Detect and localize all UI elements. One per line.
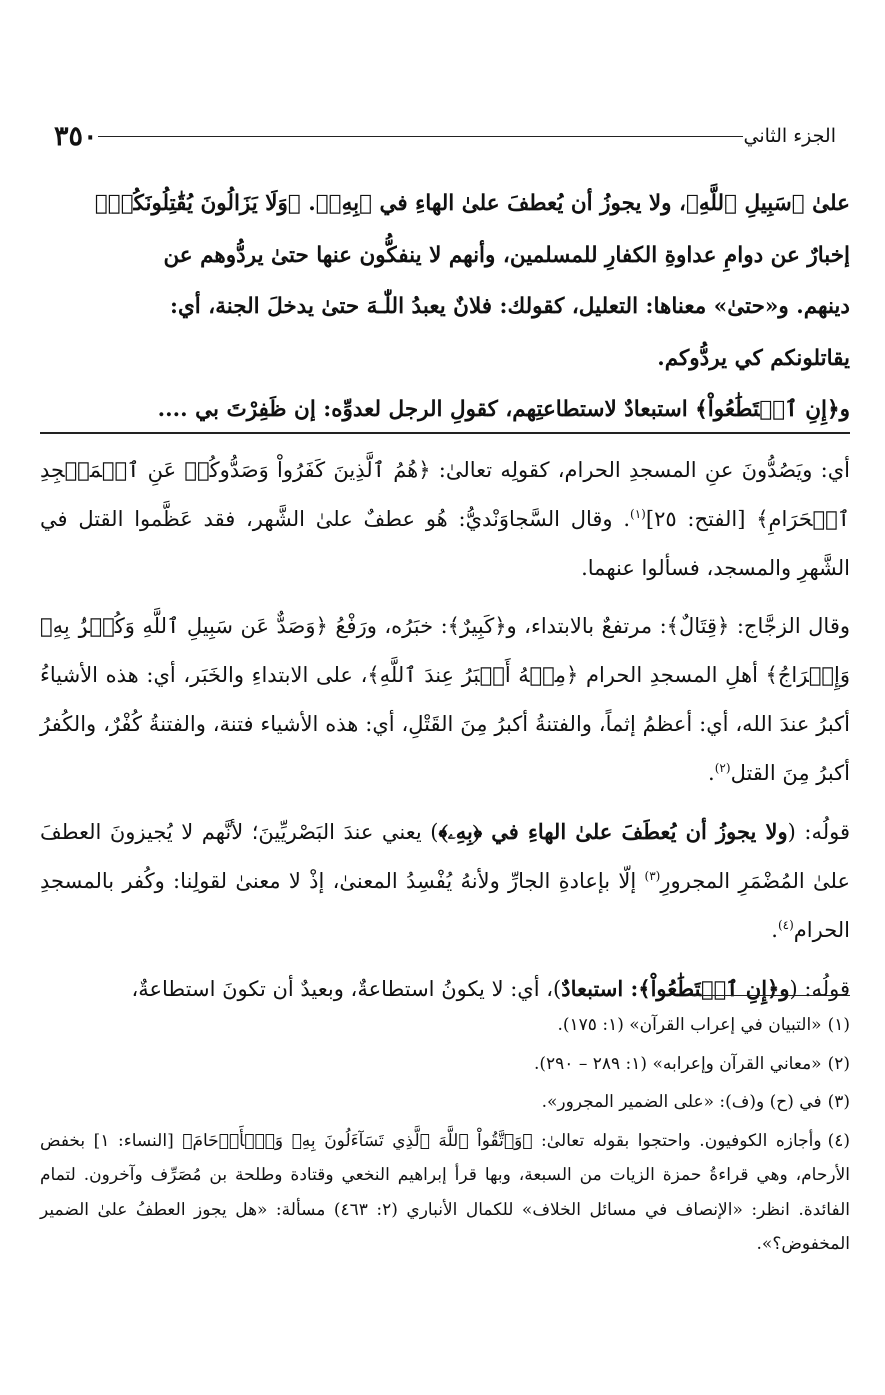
commentary (40, 446, 850, 1023)
quoted-matn: و﴿إِنِ ٱسۡتَطَٰعُواْ﴾: استبعادٌ (561, 976, 790, 1001)
main-text-line: علىٰ ﴿سَبِيلِ ٱللَّهِ﴾، ولا يجوزُ أن يُعطفَ علىٰ الهاءِ في ﴿بِهِۦ﴾. ﴿وَلَا يَزَالُونَ يُقَٰتِلُونَكُمۡ﴾ (94, 191, 850, 216)
footnote-text: في (ح) و(ف): «على الضمير المجرور». (541, 1092, 822, 1112)
footnote-ref[interactable]: (٤) (777, 918, 794, 932)
footnote-ref[interactable]: (٣) (644, 869, 661, 883)
part-title: الجزء الثاني (743, 125, 836, 147)
commentary-text: وقال الزجَّاج: ﴿قِتَالٌ﴾: مرتفعٌ بالابتداء، و﴿كَبِيرٌ﴾: خبَرُه، ورَفْعُ ﴿وَصَدٌّ عَن سَبِيلِ ٱللَّهِ وَكُفۡرُۢ بِهِۦ وَإِخۡرَاجُ﴾ أهلِ المسجدِ الحرام ﴿مِنۡهُ أَكۡبَرُ عِندَ ٱللَّهِ﴾، على الابتداءِ والخَبَر، أي: هذه الأشياءُ أكبرُ عندَ الله، أي: أعظمُ إثماً، والفتنةُ أكبرُ مِنَ القَتْلِ، أي: هذه الأشياء فتنة، والفتنةُ كُفْرٌ، والكُفرُ أكبرُ مِنَ القتل (40, 614, 850, 785)
footnote-number: (٢) (827, 1053, 850, 1074)
footnote-text: «التبيان في إعراب القرآن» (١: ١٧٥). (557, 1015, 822, 1035)
commentary-text: . وقال السَّجاوَنْديُّ: هُو عطفٌ علىٰ الشَّهر، فقد عَظَّموا القتل في الشَّهرِ والمسجد، فسألوا عنهما. (40, 507, 850, 580)
footnote (40, 1008, 850, 1043)
footnote (40, 1047, 850, 1082)
footnote-number: (٣) (827, 1092, 850, 1112)
running-head (40, 118, 850, 154)
quoted-matn: ولا يجوزُ أن يُعطَفَ علىٰ الهاءِ في ﴿بِهِۦ﴾ (438, 819, 788, 844)
footnote (40, 1085, 850, 1120)
separator-rule (40, 432, 850, 434)
footnote (40, 1124, 850, 1262)
commentary-text: . (771, 918, 778, 942)
main-text-line: إخبارٌ عن دوامِ عداوةِ الكفارِ للمسلمين، وأنهم لا ينفكُّون عنها حتىٰ يردُّوهم عن (163, 242, 850, 268)
commentary-text: ) يعني عندَ البَصْريِّينَ؛ لأنَّهم لا يُجيزونَ العطفَ علىٰ المُضْمَرِ المجرورِ (40, 820, 851, 893)
footnote-number: (١) (827, 1015, 850, 1035)
commentary-text: إلّا بإعادةِ الجارِّ ولأنهُ يُفْسِدُ المعنىٰ، إذْ لا معنىٰ لقولِنا: وكُفر بالمسجدِ الحرام (40, 869, 850, 942)
commentary-paragraph (40, 602, 850, 798)
commentary-paragraph (40, 446, 850, 593)
commentary-text: قولُه: ( (787, 820, 850, 844)
commentary-paragraph (40, 964, 850, 1014)
commentary-text: . (708, 761, 715, 785)
main-text-line: و﴿إِنِ ٱسۡتَطَٰعُواْ﴾ استبعادٌ لاستطاعتِهم، كقولِ الرجل لعدوِّه: إن ظَفِرْتَ بي .... (157, 397, 850, 422)
footnotes (40, 1008, 850, 1266)
main-text (40, 178, 850, 436)
main-text-line: يقاتلونكم كي يردُّوكم. (657, 345, 850, 371)
footnote-rule (690, 995, 850, 996)
footnote-ref[interactable]: (١) (630, 507, 646, 521)
commentary-text: أي: ويَصُدُّونَ عنِ المسجدِ الحرام، كقولِه تعالىٰ: ﴿هُمُ ٱلَّذِينَ كَفَرُواْ وَصَدُّوكُمۡ عَنِ ٱلۡمَسۡجِدِ ٱلۡحَرَامِ﴾ [الفتح: ٢٥] (40, 458, 850, 531)
commentary-text: قولُه: ( (789, 977, 850, 1001)
footnote-text: «معاني القرآن وإعرابه» (١: ٢٨٩ – ٢٩٠). (533, 1053, 822, 1074)
header-rule (98, 136, 744, 137)
main-text-line: دينهم. و«حتىٰ» معناها: التعليل، كقولك: فلانٌ يعبدُ اللّٰـهَ حتىٰ يدخلَ الجنة، أي: (170, 294, 850, 319)
footnote-ref[interactable]: (٢) (714, 761, 731, 775)
commentary-paragraph (40, 807, 850, 955)
commentary-text: )، أي: لا يكونُ استطاعةٌ، وبعيدٌ أن تكونَ استطاعةٌ، (131, 977, 562, 1001)
footnote-number: (٤) (827, 1130, 850, 1151)
page-number: ٣٥٠ (54, 120, 98, 152)
footnote-text: وأجازه الكوفيون. واحتجوا بقوله تعالىٰ: ﴿وَٱتَّقُواْ ٱللَّهَ ٱلَّذِي تَسَآءَلُونَ بِهِۦ وَٱلۡأَرۡحَامَ﴾ [النساء: ١] بخفض الأرحام، وهي قراءةُ حمزة الزيات من السبعة، وبها قرأ إبراهيم النخعي وقتادة وطلحة بن مُصَرِّف وآخرون. لتمام الفائدة. انظر: «الإنصاف في مسائل الخلاف» للكمال الأنباري (٢: ٤٦٣) مسألة: «هل يجوز العطفُ علىٰ الضمير المخفوض؟». (40, 1130, 850, 1254)
